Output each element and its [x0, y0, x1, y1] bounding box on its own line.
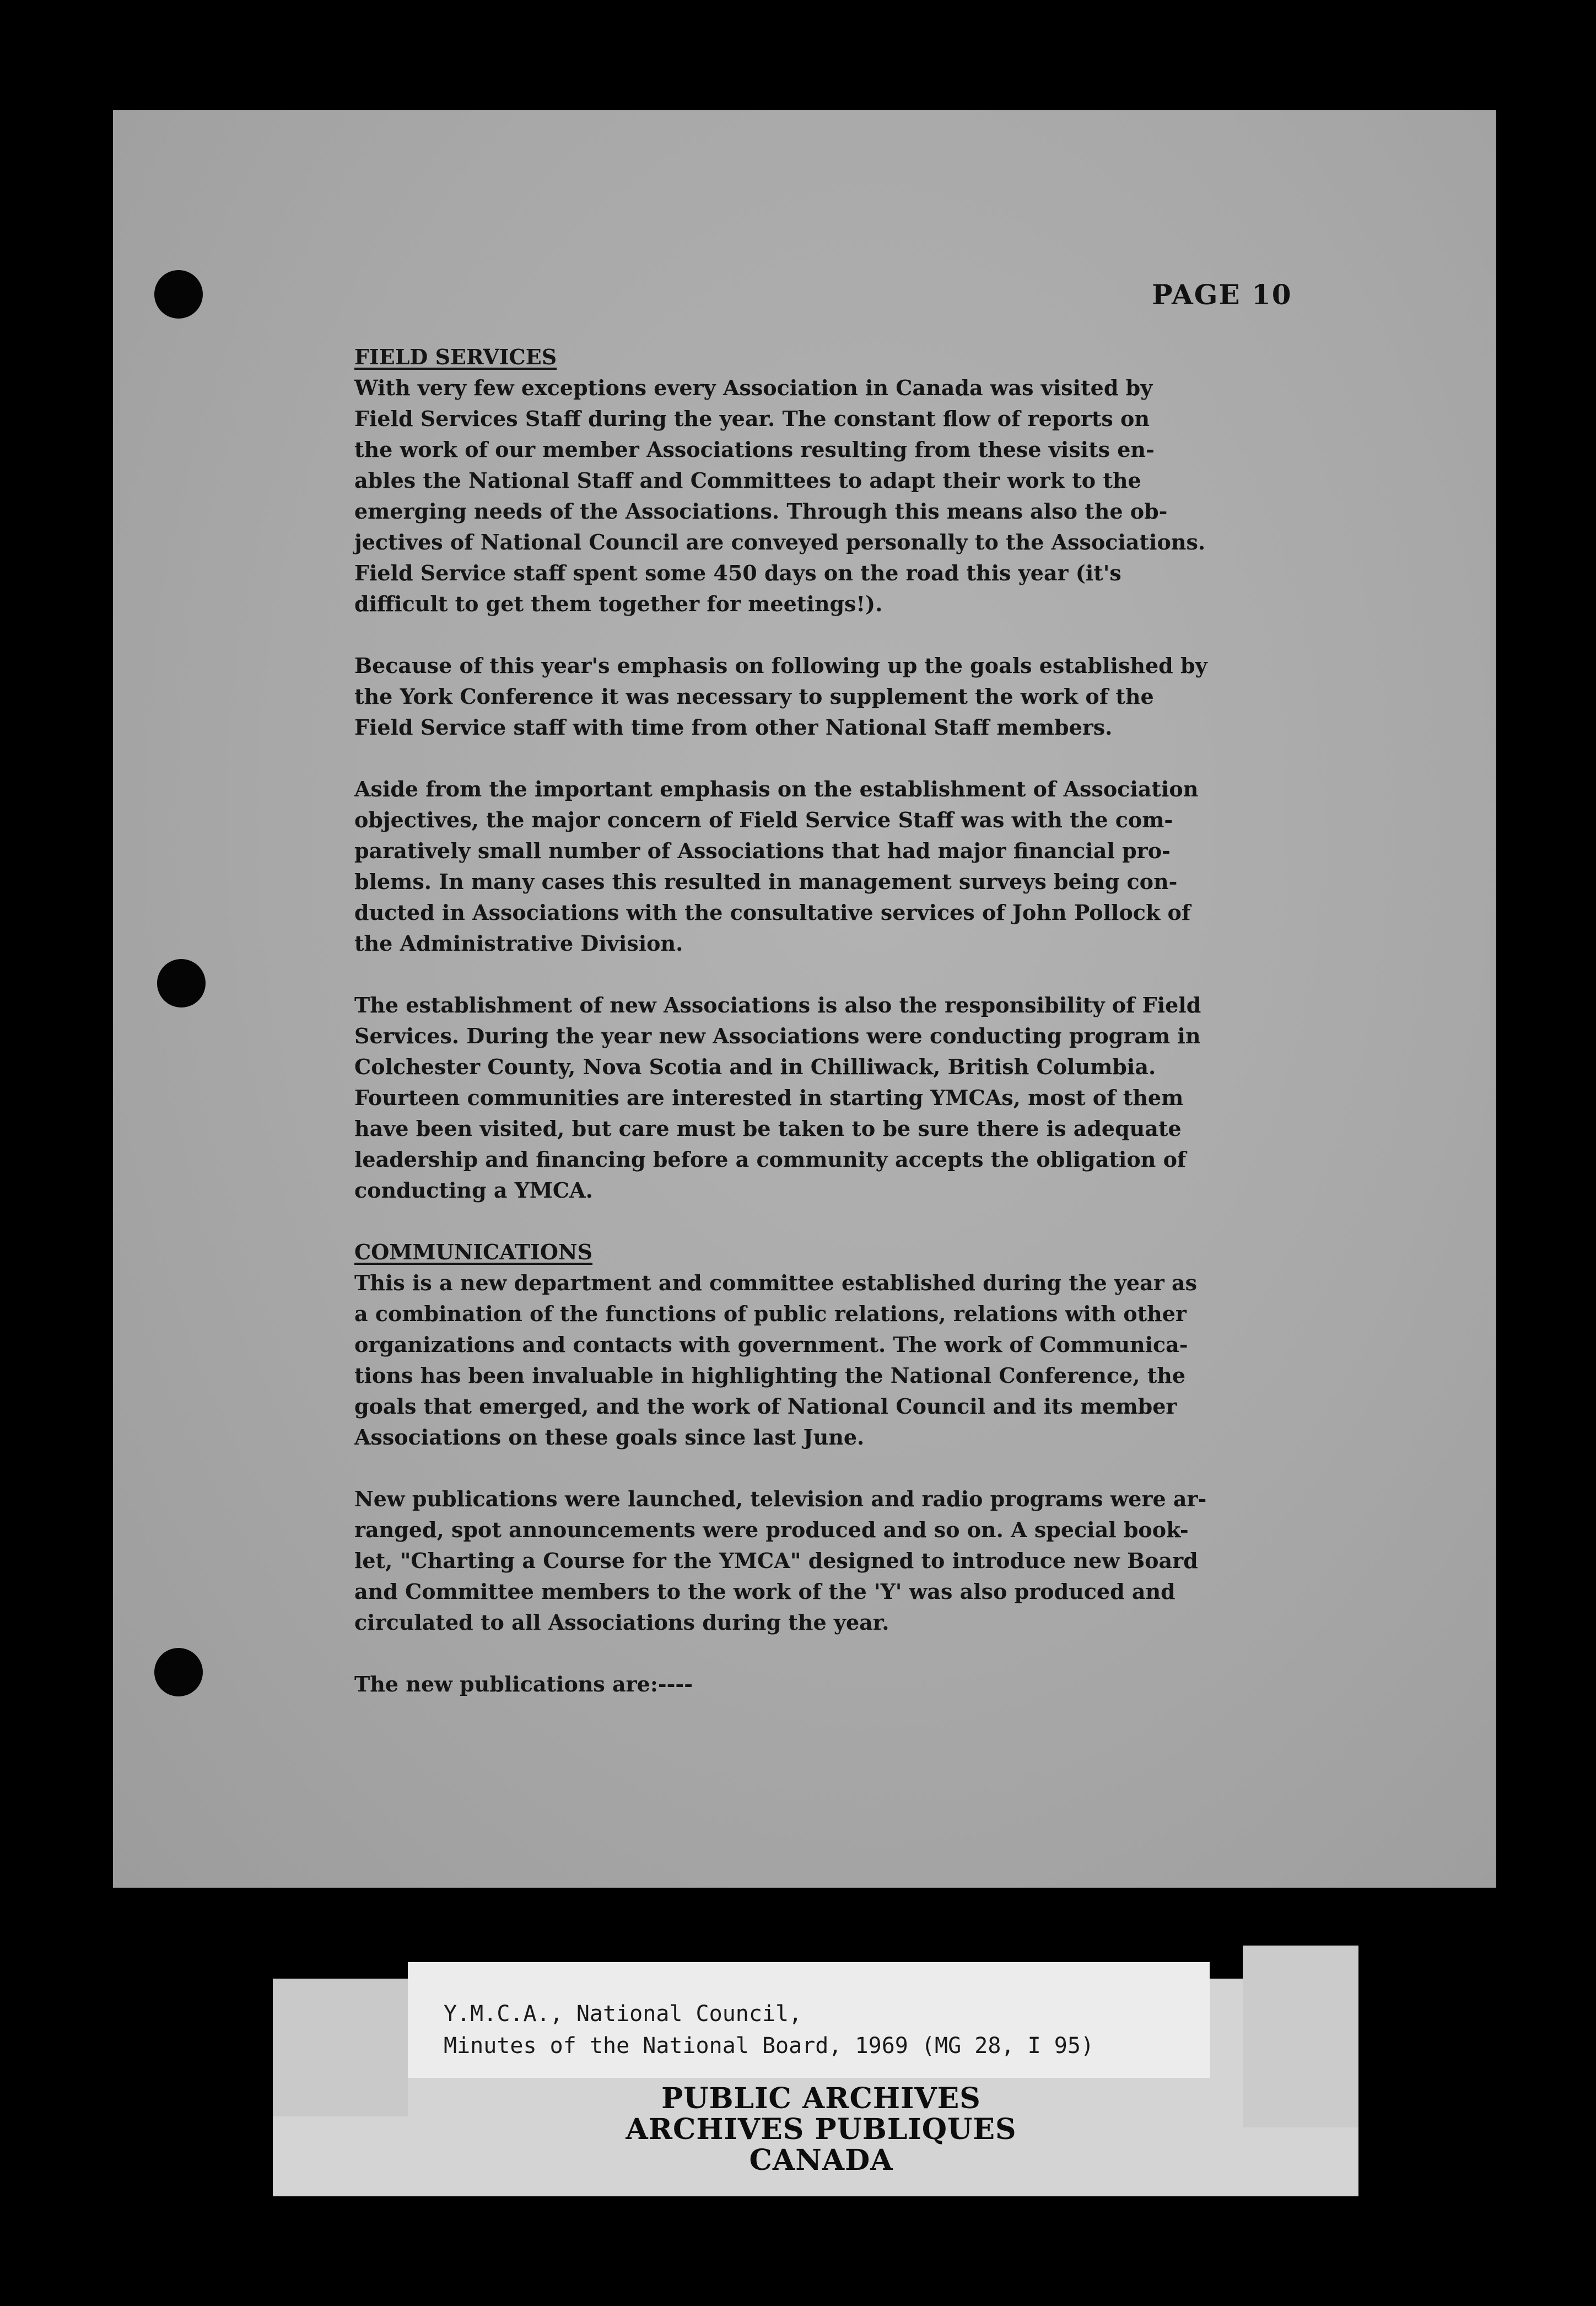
section-field-services: [354, 342, 1368, 1206]
archive-citation-line1: Y.M.C.A., National Council,: [444, 2001, 802, 2027]
paragraph: New publications were launched, television and radio programs were ar- ranged, spot announcements were produced and so on. A special book- let, "Charting a Course for the YMCA" designed to introduce new Board and Committee members to the work of the 'Y' was also produced and circulated to all Associations during the year.: [354, 1486, 1207, 1635]
archive-citation-line2: Minutes of the National Board, 1969 (MG 28, I 95): [444, 2033, 1094, 2059]
page-number: PAGE 10: [1152, 278, 1292, 311]
section-communications: [354, 1237, 1368, 1700]
archive-stamp-line1: PUBLIC ARCHIVES: [661, 2082, 981, 2115]
punch-hole-bottom: [154, 1648, 203, 1696]
document-body: [354, 342, 1368, 1700]
archive-label-tab-right: [1243, 1946, 1358, 2127]
paragraph: Because of this year's emphasis on following up the goals established by the York Conference it was necessary to supplement the work of the Field Service staff with time from other National Staff members.: [354, 653, 1207, 740]
archive-citation: [444, 1998, 1094, 2062]
punch-hole-middle: [157, 959, 206, 1007]
archive-label-tab-left: [273, 1979, 408, 2116]
archive-stamp: [568, 2083, 1075, 2176]
section-heading: FIELD SERVICES: [354, 344, 557, 369]
punch-hole-top: [154, 270, 203, 319]
paragraph: The new publications are:----: [354, 1672, 693, 1696]
section-heading: COMMUNICATIONS: [354, 1240, 593, 1264]
archive-stamp-line3: CANADA: [749, 2143, 893, 2177]
paragraph: The establishment of new Associations is also the responsibility of Field Services. During the year new Associations were conducting program in Colchester County, Nova Scotia and in Chilliwack, British Columbia. Fourteen communities are interested in starting YMCAs, most of them have been visited, but care must be taken to be sure there is adequate leadership and financing before a community accepts the obligation of conducting a YMCA.: [354, 993, 1201, 1203]
paragraph: Aside from the important emphasis on the establishment of Association objectives, the major concern of Field Service Staff was with the com- paratively small number of Associations that had major financial pro- blems. In many cases this resulted in management surveys being con- ducted in Associations with the consultative services of John Pollock of the Administrative Division.: [354, 777, 1199, 956]
archive-stamp-line2: ARCHIVES PUBLIQUES: [626, 2113, 1017, 2146]
paragraph: This is a new department and committee established during the year as a combination of the functions of public relations, relations with other organizations and contacts with government. The work of Communica- tions has been invaluable in highlighting the National Conference, the goals that emerged, and the work of National Council and its member Associations on these goals since last June.: [354, 1270, 1197, 1450]
paragraph: With very few exceptions every Association in Canada was visited by Field Services Staff during the year. The constant flow of reports on the work of our member Associations resulting from these visits en- ables the National Staff and Committees to adapt their work to the emerging needs of the Associations. Through this means also the ob- jectives of National Council are conveyed personally to the Associations. Field Service staff spent some 450 days on the road this year (it's difficult to get them together for meetings!).: [354, 375, 1206, 616]
